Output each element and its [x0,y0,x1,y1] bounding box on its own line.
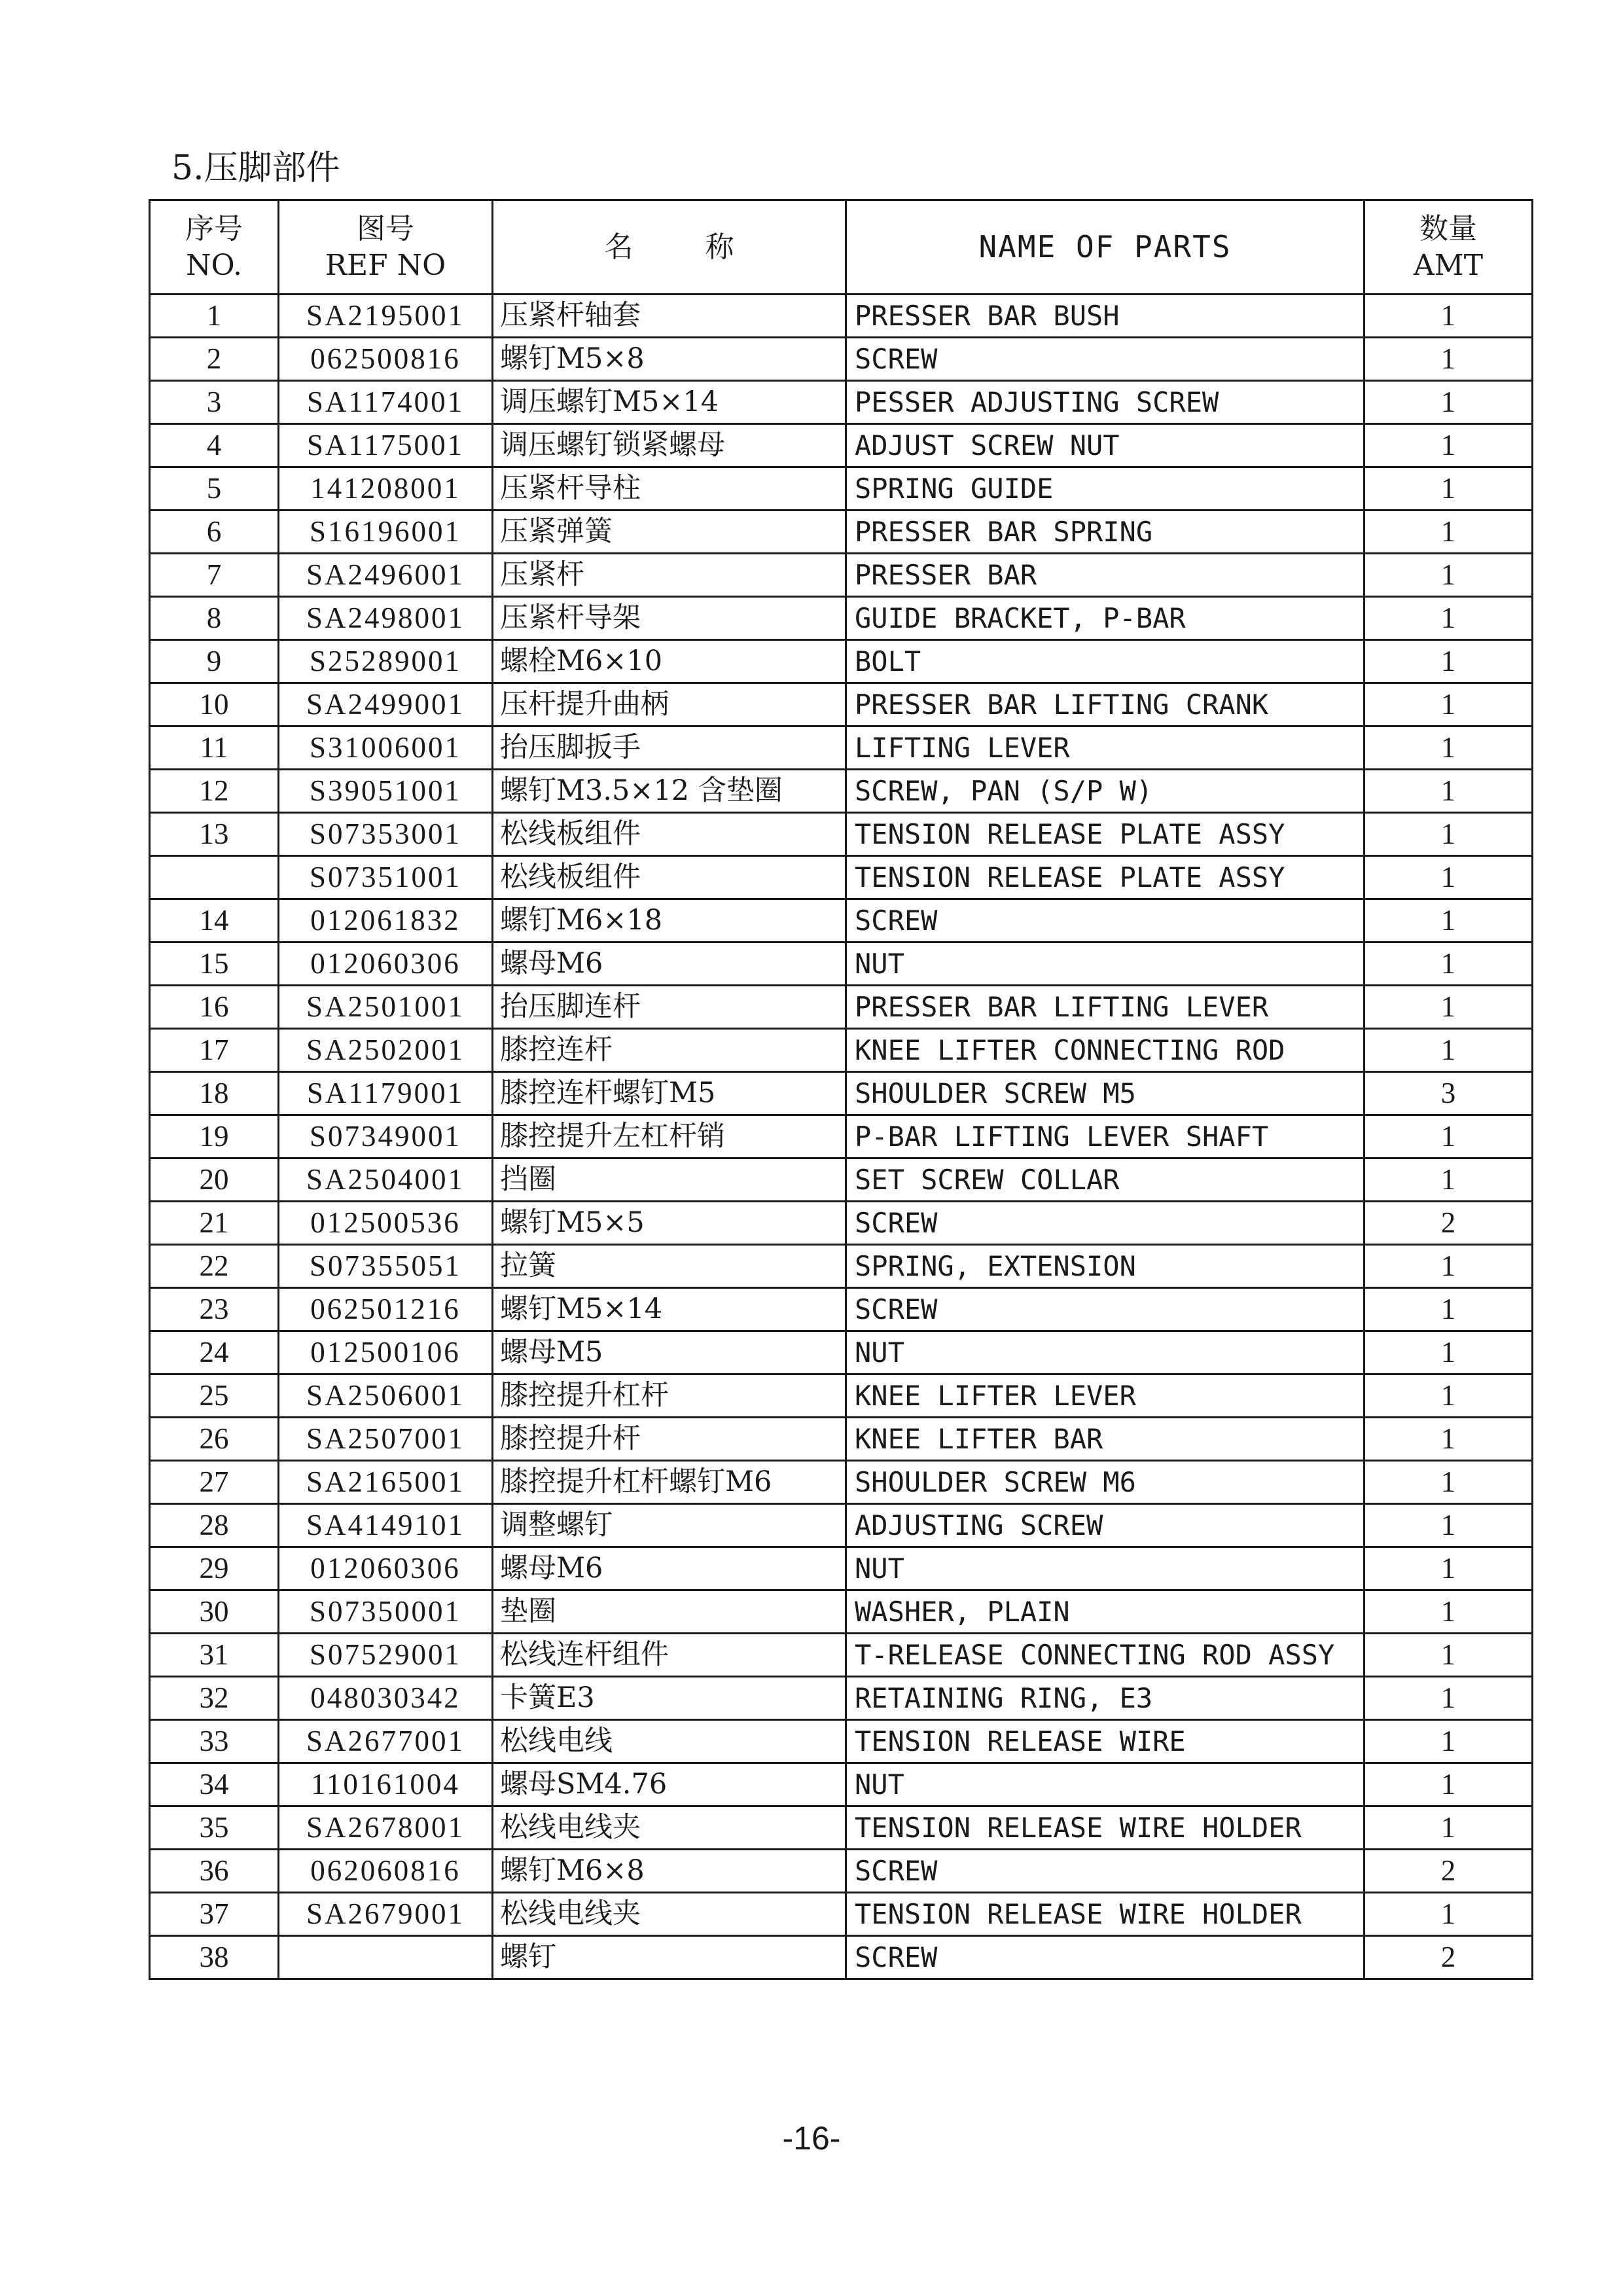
row-name-cn: 膝控提升杠杆 [493,1374,846,1418]
row-name-cn: 抬压脚连杆 [493,986,846,1029]
page-number: -16- [782,2120,841,2157]
table-row [150,1806,1533,1850]
row-no: 21 [150,1202,279,1245]
row-ref-no: SA2506001 [279,1374,493,1418]
table-row [150,1547,1533,1590]
row-name-cn: 膝控提升杠杆螺钉M6 [493,1461,846,1504]
row-name-en: TENSION RELEASE PLATE ASSY [846,813,1364,856]
row-name-cn: 螺母M6 [493,1547,846,1590]
row-no: 11 [150,726,279,770]
row-amt: 1 [1364,1245,1533,1288]
row-no: 6 [150,511,279,554]
table-row [150,381,1533,424]
row-ref-no: 012060306 [279,942,493,986]
header-no-en: NO. [186,248,242,282]
row-name-cn: 调整螺钉 [493,1504,846,1547]
row-name-en: NUT [846,1763,1364,1806]
row-name-en: NUT [846,1547,1364,1590]
row-name-cn: 压紧弹簧 [493,511,846,554]
row-ref-no: 012500106 [279,1331,493,1374]
row-name-cn: 螺母M5 [493,1331,846,1374]
row-ref-no: S07353001 [279,813,493,856]
header-amt-en: AMT [1413,248,1484,282]
row-no: 12 [150,770,279,813]
row-no: 3 [150,381,279,424]
row-name-en: T-RELEASE CONNECTING ROD ASSY [846,1634,1364,1677]
table-row [150,1936,1533,1979]
row-no: 22 [150,1245,279,1288]
row-amt: 1 [1364,1893,1533,1936]
row-amt: 3 [1364,1072,1533,1115]
row-amt: 1 [1364,1547,1533,1590]
section-title: 5.压脚部件 [171,149,340,188]
row-name-cn: 螺钉M3.5×12 含垫圈 [493,770,846,813]
row-amt: 1 [1364,1029,1533,1072]
table-row [150,467,1533,511]
row-amt: 1 [1364,295,1533,338]
table-row [150,1590,1533,1634]
header-name-cn-label: 名称 [604,230,806,264]
row-no: 15 [150,942,279,986]
row-name-cn: 压紧杆轴套 [493,295,846,338]
table-row [150,1504,1533,1547]
row-no: 38 [150,1936,279,1979]
row-ref-no: 012061832 [279,899,493,942]
table-row [150,1418,1533,1461]
row-name-en: TENSION RELEASE PLATE ASSY [846,856,1364,899]
row-no: 8 [150,597,279,640]
parts-table [149,199,1533,1980]
row-ref-no: S07351001 [279,856,493,899]
row-name-en: WASHER, PLAIN [846,1590,1364,1634]
row-name-cn: 膝控连杆螺钉M5 [493,1072,846,1115]
header-amt-cn: 数量 [1419,211,1477,245]
row-amt: 2 [1364,1850,1533,1893]
row-no [150,856,279,899]
row-amt: 1 [1364,1374,1533,1418]
row-name-en: TENSION RELEASE WIRE HOLDER [846,1806,1364,1850]
row-ref-no: S07529001 [279,1634,493,1677]
row-name-cn: 松线电线夹 [493,1806,846,1850]
row-ref-no: SA2496001 [279,554,493,597]
row-ref-no: SA2507001 [279,1418,493,1461]
table-row [150,554,1533,597]
table-body [150,295,1533,1979]
row-amt: 1 [1364,1634,1533,1677]
row-name-cn: 螺钉M5×14 [493,1288,846,1331]
row-no: 35 [150,1806,279,1850]
table-row [150,1720,1533,1763]
row-ref-no [279,1936,493,1979]
row-ref-no: S25289001 [279,640,493,683]
row-name-cn: 螺栓M6×10 [493,640,846,683]
row-name-cn: 压紧杆导架 [493,597,846,640]
row-name-cn: 膝控提升左杠杆销 [493,1115,846,1158]
row-name-cn: 压杆提升曲柄 [493,683,846,726]
table-row [150,424,1533,467]
row-amt: 1 [1364,381,1533,424]
row-name-cn: 压紧杆 [493,554,846,597]
table-row [150,1115,1533,1158]
row-ref-no: SA2499001 [279,683,493,726]
row-no: 23 [150,1288,279,1331]
row-amt: 1 [1364,511,1533,554]
table-row [150,1158,1533,1202]
row-no: 7 [150,554,279,597]
row-amt: 1 [1364,1720,1533,1763]
row-name-en: P-BAR LIFTING LEVER SHAFT [846,1115,1364,1158]
row-ref-no: SA2677001 [279,1720,493,1763]
row-name-cn: 压紧杆导柱 [493,467,846,511]
row-name-cn: 螺钉M6×18 [493,899,846,942]
row-amt: 1 [1364,856,1533,899]
table-row [150,1202,1533,1245]
row-name-en: SCREW [846,1202,1364,1245]
row-ref-no: S07350001 [279,1590,493,1634]
row-name-en: KNEE LIFTER LEVER [846,1374,1364,1418]
row-amt: 1 [1364,726,1533,770]
table-row [150,1677,1533,1720]
row-name-en: TENSION RELEASE WIRE [846,1720,1364,1763]
row-amt: 1 [1364,1763,1533,1806]
row-name-en: PESSER ADJUSTING SCREW [846,381,1364,424]
row-name-cn: 卡簧E3 [493,1677,846,1720]
row-ref-no: S39051001 [279,770,493,813]
row-amt: 1 [1364,467,1533,511]
row-name-cn: 松线板组件 [493,813,846,856]
row-name-en: PRESSER BAR BUSH [846,295,1364,338]
row-no: 31 [150,1634,279,1677]
row-name-en: SHOULDER SCREW M6 [846,1461,1364,1504]
table-row [150,1331,1533,1374]
row-ref-no: SA1175001 [279,424,493,467]
row-no: 2 [150,338,279,381]
header-no [150,200,279,295]
row-no: 5 [150,467,279,511]
row-no: 32 [150,1677,279,1720]
row-ref-no: SA2504001 [279,1158,493,1202]
row-ref-no: 062060816 [279,1850,493,1893]
row-no: 19 [150,1115,279,1158]
row-no: 36 [150,1850,279,1893]
header-amt [1364,200,1533,295]
row-name-en: RETAINING RING, E3 [846,1677,1364,1720]
row-no: 1 [150,295,279,338]
row-ref-no: SA2498001 [279,597,493,640]
row-name-cn: 螺钉M6×8 [493,1850,846,1893]
row-name-cn: 调压螺钉M5×14 [493,381,846,424]
table-row [150,770,1533,813]
table-row [150,1461,1533,1504]
row-name-en: PRESSER BAR SPRING [846,511,1364,554]
row-ref-no: SA1179001 [279,1072,493,1115]
row-name-en: SHOULDER SCREW M5 [846,1072,1364,1115]
row-name-en: BOLT [846,640,1364,683]
row-ref-no: S07355051 [279,1245,493,1288]
table-row [150,683,1533,726]
row-name-cn: 抬压脚扳手 [493,726,846,770]
table-row [150,1893,1533,1936]
row-ref-no: S31006001 [279,726,493,770]
row-no: 20 [150,1158,279,1202]
row-name-cn: 拉簧 [493,1245,846,1288]
row-amt: 1 [1364,683,1533,726]
row-ref-no: SA2195001 [279,295,493,338]
row-name-en: SCREW [846,899,1364,942]
row-no: 14 [150,899,279,942]
row-name-cn: 松线连杆组件 [493,1634,846,1677]
row-no: 33 [150,1720,279,1763]
table-row [150,942,1533,986]
row-amt: 1 [1364,640,1533,683]
row-no: 25 [150,1374,279,1418]
row-name-cn: 松线电线 [493,1720,846,1763]
table-row [150,640,1533,683]
row-name-cn: 螺母SM4.76 [493,1763,846,1806]
row-amt: 1 [1364,942,1533,986]
row-name-cn: 螺母M6 [493,942,846,986]
table-row [150,597,1533,640]
table-row [150,295,1533,338]
row-name-en: SET SCREW COLLAR [846,1158,1364,1202]
row-name-cn: 膝控提升杆 [493,1418,846,1461]
table-row [150,1072,1533,1115]
row-no: 26 [150,1418,279,1461]
row-name-en: ADJUSTING SCREW [846,1504,1364,1547]
row-name-en: SCREW [846,1850,1364,1893]
row-ref-no: 062501216 [279,1288,493,1331]
row-no: 28 [150,1504,279,1547]
row-ref-no: SA2502001 [279,1029,493,1072]
row-name-en: PRESSER BAR LIFTING LEVER [846,986,1364,1029]
table-row [150,856,1533,899]
row-no: 30 [150,1590,279,1634]
row-name-en: PRESSER BAR LIFTING CRANK [846,683,1364,726]
row-ref-no: SA1174001 [279,381,493,424]
row-name-en: NUT [846,1331,1364,1374]
row-ref-no: SA2679001 [279,1893,493,1936]
row-name-en: TENSION RELEASE WIRE HOLDER [846,1893,1364,1936]
table-row [150,511,1533,554]
row-no: 9 [150,640,279,683]
row-amt: 1 [1364,986,1533,1029]
row-no: 37 [150,1893,279,1936]
row-no: 17 [150,1029,279,1072]
row-no: 10 [150,683,279,726]
row-name-en: ADJUST SCREW NUT [846,424,1364,467]
row-ref-no: 110161004 [279,1763,493,1806]
row-name-en: KNEE LIFTER BAR [846,1418,1364,1461]
header-ref-en: REF NO [325,248,446,282]
row-name-en: SCREW [846,338,1364,381]
row-amt: 1 [1364,813,1533,856]
row-amt: 1 [1364,1331,1533,1374]
header-no-cn: 序号 [185,211,243,245]
row-amt: 1 [1364,1115,1533,1158]
row-ref-no: SA2678001 [279,1806,493,1850]
row-ref-no: 012500536 [279,1202,493,1245]
row-ref-no: SA4149101 [279,1504,493,1547]
table-row [150,1634,1533,1677]
row-amt: 1 [1364,1806,1533,1850]
table-row [150,986,1533,1029]
row-ref-no: 062500816 [279,338,493,381]
row-name-cn: 垫圈 [493,1590,846,1634]
header-ref [279,200,493,295]
row-name-en: SCREW [846,1288,1364,1331]
row-name-cn: 调压螺钉锁紧螺母 [493,424,846,467]
row-ref-no: S16196001 [279,511,493,554]
row-name-en: SPRING GUIDE [846,467,1364,511]
table-row [150,813,1533,856]
row-name-cn: 螺钉M5×5 [493,1202,846,1245]
row-amt: 1 [1364,597,1533,640]
row-name-cn: 螺钉 [493,1936,846,1979]
row-no: 16 [150,986,279,1029]
row-amt: 1 [1364,1677,1533,1720]
row-amt: 1 [1364,1590,1533,1634]
row-ref-no: 141208001 [279,467,493,511]
table-row [150,726,1533,770]
row-name-en: SCREW [846,1936,1364,1979]
table-row [150,1374,1533,1418]
row-amt: 1 [1364,1418,1533,1461]
row-name-en: NUT [846,942,1364,986]
row-ref-no: SA2165001 [279,1461,493,1504]
row-amt: 2 [1364,1202,1533,1245]
row-amt: 1 [1364,1504,1533,1547]
row-amt: 1 [1364,899,1533,942]
row-name-cn: 挡圈 [493,1158,846,1202]
header-name-cn [493,200,846,295]
row-ref-no: 048030342 [279,1677,493,1720]
row-name-en: GUIDE BRACKET, P-BAR [846,597,1364,640]
row-amt: 1 [1364,554,1533,597]
row-no: 24 [150,1331,279,1374]
row-name-cn: 松线电线夹 [493,1893,846,1936]
row-name-en: PRESSER BAR [846,554,1364,597]
table-row [150,1763,1533,1806]
row-name-en: KNEE LIFTER CONNECTING ROD [846,1029,1364,1072]
row-amt: 1 [1364,338,1533,381]
row-no: 13 [150,813,279,856]
row-name-cn: 膝控连杆 [493,1029,846,1072]
header-name-en [846,200,1364,295]
row-no: 27 [150,1461,279,1504]
row-no: 29 [150,1547,279,1590]
row-name-en: SCREW, PAN (S/P W) [846,770,1364,813]
header-name-en-label: NAME OF PARTS [978,228,1232,264]
row-ref-no: SA2501001 [279,986,493,1029]
table-row [150,1288,1533,1331]
row-amt: 1 [1364,1461,1533,1504]
row-name-cn: 螺钉M5×8 [493,338,846,381]
row-no: 34 [150,1763,279,1806]
row-no: 4 [150,424,279,467]
row-amt: 1 [1364,1288,1533,1331]
row-amt: 1 [1364,770,1533,813]
row-ref-no: 012060306 [279,1547,493,1590]
header-ref-cn: 图号 [357,211,414,245]
row-name-en: LIFTING LEVER [846,726,1364,770]
table-header-row [150,200,1533,295]
table-row [150,1029,1533,1072]
table-row [150,338,1533,381]
row-amt: 1 [1364,424,1533,467]
row-name-cn: 松线板组件 [493,856,846,899]
row-ref-no: S07349001 [279,1115,493,1158]
row-no: 18 [150,1072,279,1115]
row-amt: 1 [1364,1158,1533,1202]
table-row [150,1245,1533,1288]
row-name-en: SPRING, EXTENSION [846,1245,1364,1288]
table-row [150,1850,1533,1893]
table-row [150,899,1533,942]
row-amt: 2 [1364,1936,1533,1979]
